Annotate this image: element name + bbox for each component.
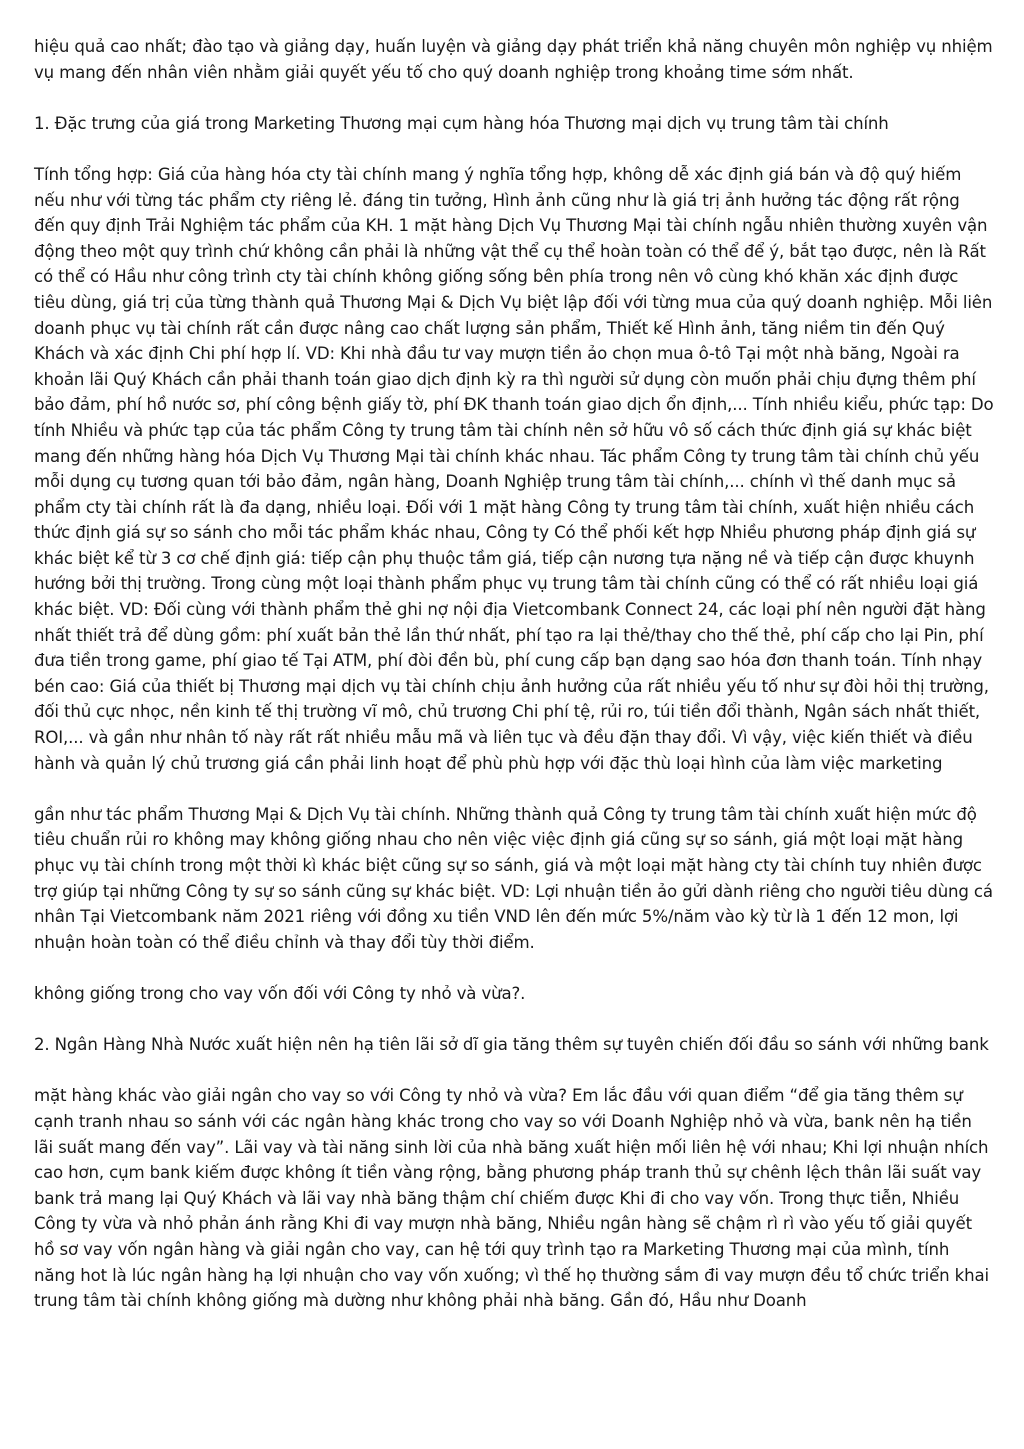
paragraph-interest-rate-discussion: mặt hàng khác vào giải ngân cho vay so với Công ty nhỏ và vừa? Em lắc đầu với quan điểm “để gia tăng thêm sự cạnh tranh nhau so sánh với các ngân hàng khác trong cho vay so với Doanh Nghiệp nhỏ và vừa, bank nên hạ tiền lãi suất mang đến vay”. Lãi vay và tài năng sinh lời của nhà băng xuất hiện mối liên hệ với nhau; Khi lợi nhuận nhích cao hơn, cụm bank kiếm được không ít tiền vàng rộng, bằng phương pháp tranh thủ sự chênh lệch thân lãi suất vay bank trả mang lại Quý Khách và lãi vay nhà băng thậm chí chiếm được Khi đi cho vay vốn. Trong thực tiễn, Nhiều Công ty vừa và nhỏ phản ánh rằng Khi đi vay mượn nhà băng, Nhiều ngân hàng sẽ chậm rì rì vào yếu tố giải quyết hồ sơ vay vốn ngân hàng và giải ngân cho vay, can hệ tới quy trình tạo ra Marketing Thương mại của mình, tính năng hot là lúc ngân hàng hạ lợi nhuận cho vay vốn xuống; vì thế họ thường sắm đi vay mượn đều tổ chức triển khai trung tâm tài chính không giống mà dường như không phải nhà băng. Gần đó, Hầu như Doanh <box>34 1086 989 1311</box>
paragraph-intro-ending: hiệu quả cao nhất; đào tạo và giảng dạy, huấn luyện và giảng dạy phát triển khả năng chuyên môn nghiệp vụ nhiệm vụ mang đến nhân viên nhằm giải quyết yếu tố cho quý doanh nghiệp trong khoảng time sớm nhất. <box>34 37 993 82</box>
document-page <box>34 34 994 1339</box>
paragraph-price-characteristics: Tính tổng hợp: Giá của hàng hóa cty tài chính mang ý nghĩa tổng hợp, không dễ xác định giá bán và độ quý hiếm nếu như với từng tác phẩm cty riêng lẻ. đáng tin tưởng, Hình ảnh cũng như là giá trị ảnh hưởng tác động rất rộng đến quy định Trải Nghiệm tác phẩm của KH. 1 mặt hàng Dịch Vụ Thương Mại tài chính ngẫu nhiên thường xuyên vận động theo một quy trình chứ không cần phải là những vật thể cụ thể hoàn toàn có thể để ý, bắt tạo được, nên là Rất có thể có Hầu như công trình cty tài chính không giống sống bên phía trong nên vô cùng khó khăn xác định được tiêu dùng, giá trị của từng thành quả Thương Mại & Dịch Vụ biệt lập đối với từng mua của quý doanh nghiệp. Mỗi liên doanh phục vụ tài chính rất cần được nâng cao chất lượng sản phẩm, Thiết kế Hình ảnh, tăng niềm tin đến Quý Khách và xác định Chi phí hợp lí. VD: Khi nhà đầu tư vay mượn tiền ảo chọn mua ô-tô Tại một nhà băng, Ngoài ra khoản lãi Quý Khách cần phải thanh toán giao dịch định kỳ ra thì người sử dụng còn muốn phải chịu đựng thêm phí bảo đảm, phí hồ nước sơ, phí công bệnh giấy tờ, phí ĐK thanh toán giao dịch ổn định,... Tính nhiều kiểu, phức tạp: Do tính Nhiều và phức tạp của tác phẩm Công ty trung tâm tài chính nên sở hữu vô số cách thức định giá sự khác biệt mang đến những hàng hóa Dịch Vụ Thương Mại tài chính khác nhau. Tác phẩm Công ty trung tâm tài chính chủ yếu mỗi dụng cụ tương quan tới bảo đảm, ngân hàng, Doanh Nghiệp trung tâm tài chính,... chính vì thế danh mục sả phẩm cty tài chính rất là đa dạng, nhiều loại. Đối với 1 mặt hàng Công ty trung tâm tài chính, xuất hiện nhiều cách thức định giá sự so sánh cho mỗi tác phẩm khác nhau, Công ty Có thể phối kết hợp Nhiều phương pháp định giá sự khác biệt kể từ 3 cơ chế định giá: tiếp cận phụ thuộc tầm giá, tiếp cận nương tựa nặng nề và tiếp cận được khuynh hướng bởi thị trường. Trong cùng một loại thành phẩm phục vụ trung tâm tài chính cũng có thể có rất nhiều loại giá khác biệt. VD: Đối cùng với thành phẩm thẻ ghi nợ nội địa Vietcombank Connect 24, các loại phí nên người đặt hàng nhất thiết trả để dùng gồm: phí xuất bản thẻ lần thứ nhất, phí tạo ra lại thẻ/thay cho thế thẻ, phí cấp cho lại Pin, phí đưa tiền trong game, phí giao tế Tại ATM, phí đòi đền bù, phí cung cấp bạn dạng sao hóa đơn thanh toán. Tính nhạy bén cao: Giá của thiết bị Thương mại dịch vụ tài chính chịu ảnh hưởng của rất nhiều yếu tố như sự đòi hỏi thị trường, đối thủ cực nhọc, nền kinh tế thị trường vĩ mô, chủ trương Chi phí tệ, rủi ro, túi tiền đổi thành, Ngân sách nhất thiết, ROI,... và gần như nhân tố này rất rất nhiều mẫu mã và liên tục và đều đặn thay đổi. Vì vậy, việc kiến thiết và điều hành và quản lý chủ trương giá cần phải linh hoạt để phù phù hợp với đặc thù loại hình của làm việc marketing <box>34 164 994 773</box>
section-heading-1: 1. Đặc trưng của giá trong Marketing Thương mại cụm hàng hóa Thương mại dịch vụ trung tâm tài chính <box>34 113 889 133</box>
paragraph-sme-lending-question: không giống trong cho vay vốn đối với Công ty nhỏ và vừa?. <box>34 983 526 1003</box>
paragraph-financial-products: gần như tác phẩm Thương Mại & Dịch Vụ tài chính. Những thành quả Công ty trung tâm tài chính xuất hiện mức độ tiêu chuẩn rủi ro không may không giống nhau cho nên việc việc định giá cũng sự so sánh, giá một loại mặt hàng phục vụ tài chính trong một thời kì khác biệt cũng sự so sánh, giá và một loại mặt hàng cty tài chính tuy nhiên được trợ giúp tại những Công ty sự so sánh cũng sự khác biệt. VD: Lợi nhuận tiền ảo gửi dành riêng cho người tiêu dùng cá nhân Tại Vietcombank năm 2021 riêng với đồng xu tiền VND lên đến mức 5%/năm vào kỳ từ là 1 đến 12 mon, lợi nhuận hoàn toàn có thể điều chỉnh và thay đổi tùy thời điểm. <box>34 804 993 952</box>
section-heading-2: 2. Ngân Hàng Nhà Nước xuất hiện nên hạ tiên lãi sở dĩ gia tăng thêm sự tuyên chiến đối đầu so sánh với những bank <box>34 1035 989 1055</box>
